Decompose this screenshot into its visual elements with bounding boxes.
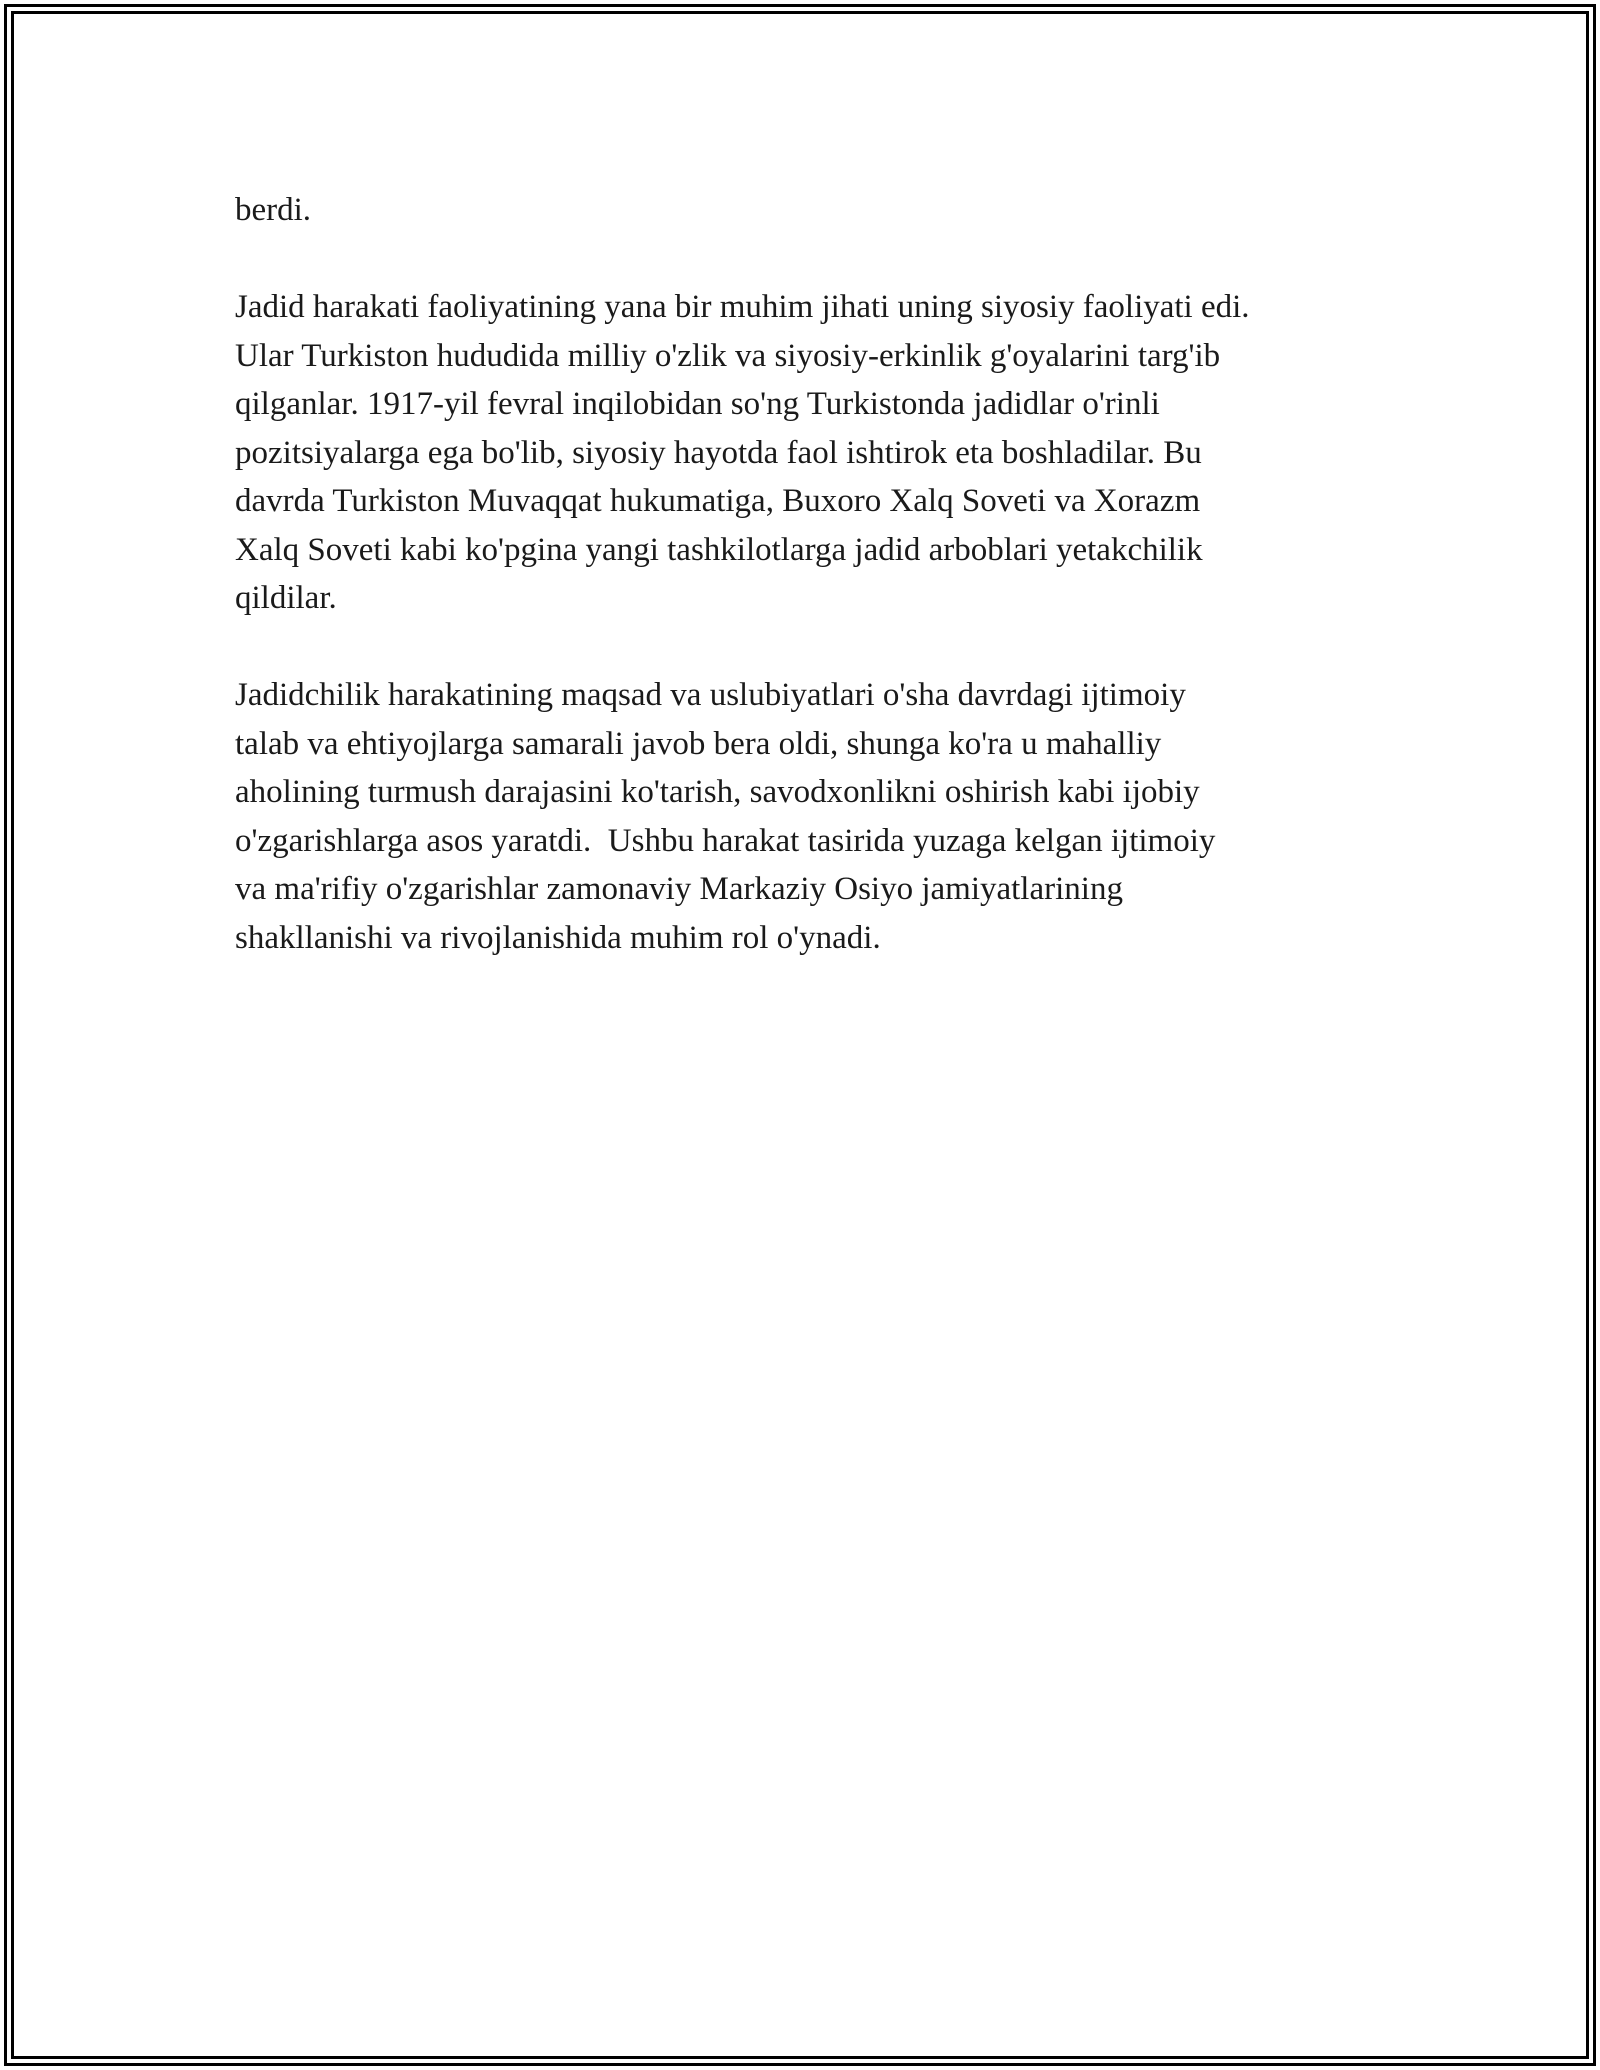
paragraph-gap [235, 623, 1365, 672]
paragraph-political-activity [235, 283, 1365, 623]
paragraph-continuation [235, 186, 1365, 235]
text-line: qildilar. [235, 580, 337, 616]
text-line: qilganlar. 1917-yil fevral inqilobidan so'ng Turkistonda jadidlar o'rinli [235, 386, 1160, 422]
text-line: Xalq Soveti kabi ko'pgina yangi tashkilotlarga jadid arboblari yetakchilik [235, 531, 1203, 568]
text-line: talab va ehtiyojlarga samarali javob bera oldi, shunga ko'ra u mahalliy [235, 725, 1162, 762]
text-line: berdi. [235, 192, 312, 228]
text-line: Jadid harakati faoliyatining yana bir muhim jihati uning siyosiy faoliyati edi. [235, 289, 1250, 325]
text-line: o'zgarishlarga asos yaratdi. Ushbu harakat tasirida yuzaga kelgan ijtimoiy [235, 822, 1216, 859]
text-line: Ular Turkiston hududida milliy o'zlik va siyosiy-erkinlik g'oyalarini targ'ib [235, 337, 1221, 374]
text-line: davrda Turkiston Muvaqqat hukumatiga, Buxoro Xalq Soveti va Xorazm [235, 483, 1201, 519]
text-line: pozitsiyalarga ega bo'lib, siyosiy hayotda faol ishtirok eta boshladilar. Bu [235, 434, 1202, 471]
document-body [235, 186, 1365, 962]
paragraph-goals-methods [235, 671, 1365, 962]
text-line: shakllanishi va rivojlanishida muhim rol o'ynadi. [235, 919, 881, 956]
text-line: va ma'rifiy o'zgarishlar zamonaviy Markaziy Osiyo jamiyatlarining [235, 871, 1123, 907]
text-line: aholining turmush darajasini ko'tarish, savodxonlikni oshirish kabi ijobiy [235, 774, 1200, 810]
text-line: Jadidchilik harakatining maqsad va uslubiyatlari o'sha davrdagi ijtimoiy [235, 677, 1186, 713]
paragraph-gap [235, 235, 1365, 284]
